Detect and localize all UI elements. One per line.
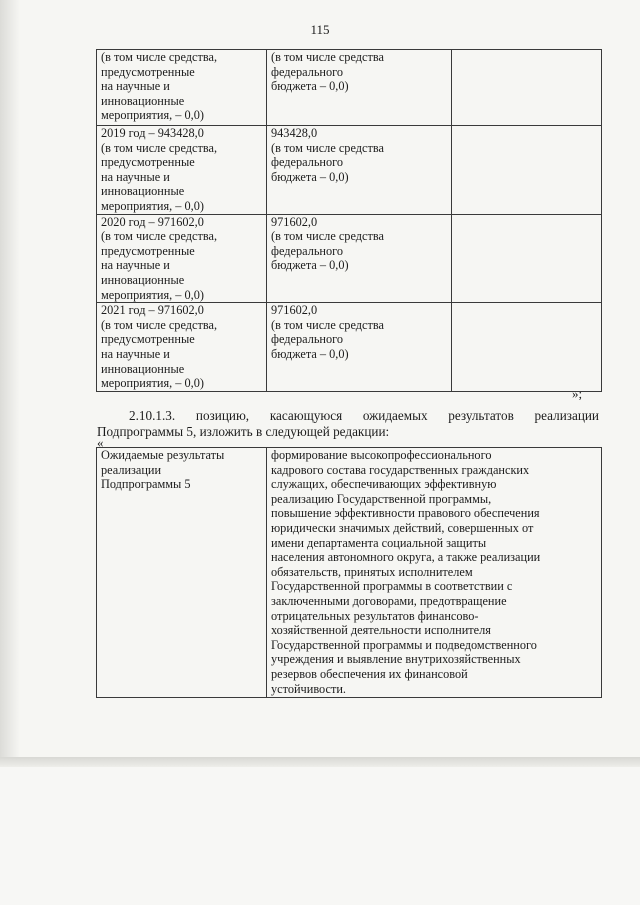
cell-text-line: обязательств, принятых исполнителем [271, 564, 473, 579]
empty-cell [452, 126, 602, 215]
paragraph-line-1: 2.10.1.3. позицию, касающуюся ожидаемых результатов реализации [129, 408, 599, 423]
cell-text-line: (в том числе средства [271, 140, 384, 155]
cell-text-line: резервов обеспечения их финансовой [271, 666, 468, 681]
amount-cell [97, 126, 267, 215]
cell-text-line: федерального [271, 64, 344, 79]
cell-text-line: (в том числе средства, [101, 229, 218, 244]
cell-text-line: предусмотренные [101, 243, 195, 258]
empty-cell [452, 50, 602, 126]
cell-text-line: формирование высокопрофессионального [271, 448, 492, 462]
amendment-paragraph [97, 408, 599, 439]
cell-text-line: федерального [271, 243, 344, 258]
table-row [97, 126, 602, 215]
cell-text-line: (в том числе средства, [101, 317, 218, 332]
expected-results-table [96, 447, 602, 698]
empty-cell [452, 214, 602, 303]
funding-table [96, 49, 602, 392]
expected-results-text-cell [267, 448, 602, 698]
cell-text-line: на научные и [101, 346, 170, 361]
cell-text-line: (в том числе средства, [101, 50, 218, 64]
cell-text-line: на научные и [101, 79, 170, 94]
paragraph-line-2: Подпрограммы 5, изложить в следующей редакции: [97, 423, 390, 439]
cell-text-line: (в том числе средства [271, 50, 384, 64]
cell-text-line: Государственной программы и подведомственного [271, 637, 537, 652]
cell-text-line: мероприятия, – 0,0) [101, 287, 204, 302]
cell-text-line: учреждения и выявление внутрихозяйственных [271, 652, 521, 667]
cell-text-line: повышение эффективности правового обеспечения [271, 506, 540, 521]
amount-cell [97, 50, 267, 126]
cell-text-line: предусмотренные [101, 332, 195, 347]
cell-text-line: 943428,0 [271, 126, 318, 140]
scan-edge-shadow [0, 0, 20, 765]
cell-text-line: Ожидаемые результаты [101, 448, 225, 462]
cell-text-line: Подпрограммы 5 [101, 477, 191, 492]
cell-text-line: предусмотренные [101, 64, 195, 79]
table-row [97, 214, 602, 303]
federal-budget-cell [267, 303, 452, 392]
opening-quote: « [97, 435, 104, 450]
cell-text-line: на научные и [101, 258, 170, 273]
closing-quote: »; [572, 386, 583, 401]
cell-text-line: хозяйственной деятельности исполнителя [271, 623, 491, 638]
table-row [97, 50, 602, 126]
cell-text-line: федерального [271, 332, 344, 347]
cell-text-line: юридически значимых действий, совершенных от [271, 520, 534, 535]
cell-text-line: населения автономного округа, а также реализации [271, 550, 541, 565]
cell-text-line: 971602,0 [271, 303, 318, 318]
table-row [97, 303, 602, 392]
amount-cell [97, 303, 267, 392]
cell-text-line: заключенными договорами, предотвращение [271, 593, 507, 608]
cell-text-line: инновационные [101, 361, 185, 376]
cell-text-line: реализацию Государственной программы, [271, 491, 492, 506]
cell-text-line: предусмотренные [101, 155, 195, 170]
table-row [97, 448, 602, 698]
cell-text-line: бюджета – 0,0) [271, 169, 349, 184]
federal-budget-cell [267, 126, 452, 215]
cell-text-line: инновационные [101, 184, 185, 199]
cell-text-line: бюджета – 0,0) [271, 79, 349, 94]
cell-text-line: Государственной программы в соответствии с [271, 579, 513, 594]
expected-results-label-cell [97, 448, 267, 698]
cell-text-line: 2019 год – 943428,0 [101, 126, 204, 140]
federal-budget-cell [267, 50, 452, 126]
cell-text-line: на научные и [101, 169, 170, 184]
cell-text-line: 2021 год – 971602,0 [101, 303, 204, 318]
scan-bottom-edge [0, 757, 640, 767]
cell-text-line: (в том числе средства [271, 317, 384, 332]
cell-text-line: инновационные [101, 93, 185, 108]
page-number: 115 [310, 22, 330, 37]
cell-text-line: отрицательных результатов финансово- [271, 608, 479, 623]
cell-text-line: инновационные [101, 272, 185, 287]
cell-text-line: реализации [101, 462, 162, 477]
cell-text-line: 971602,0 [271, 214, 318, 229]
cell-text-line: мероприятия, – 0,0) [101, 108, 204, 123]
cell-text-line: имени департамента социальной защиты [271, 535, 487, 550]
cell-text-line: бюджета – 0,0) [271, 258, 349, 273]
empty-cell [452, 303, 602, 392]
federal-budget-cell [267, 214, 452, 303]
cell-text-line: (в том числе средства [271, 229, 384, 244]
cell-text-line: устойчивости. [271, 681, 346, 696]
cell-text-line: бюджета – 0,0) [271, 346, 349, 361]
cell-text-line: мероприятия, – 0,0) [101, 376, 204, 391]
cell-text-line: кадрового состава государственных гражданских [271, 462, 530, 477]
cell-text-line: мероприятия, – 0,0) [101, 198, 204, 213]
cell-text-line: служащих, обеспечивающих эффективную [271, 477, 497, 492]
amount-cell [97, 214, 267, 303]
cell-text-line: 2020 год – 971602,0 [101, 214, 204, 229]
cell-text-line: (в том числе средства, [101, 140, 218, 155]
cell-text-line: федерального [271, 155, 344, 170]
